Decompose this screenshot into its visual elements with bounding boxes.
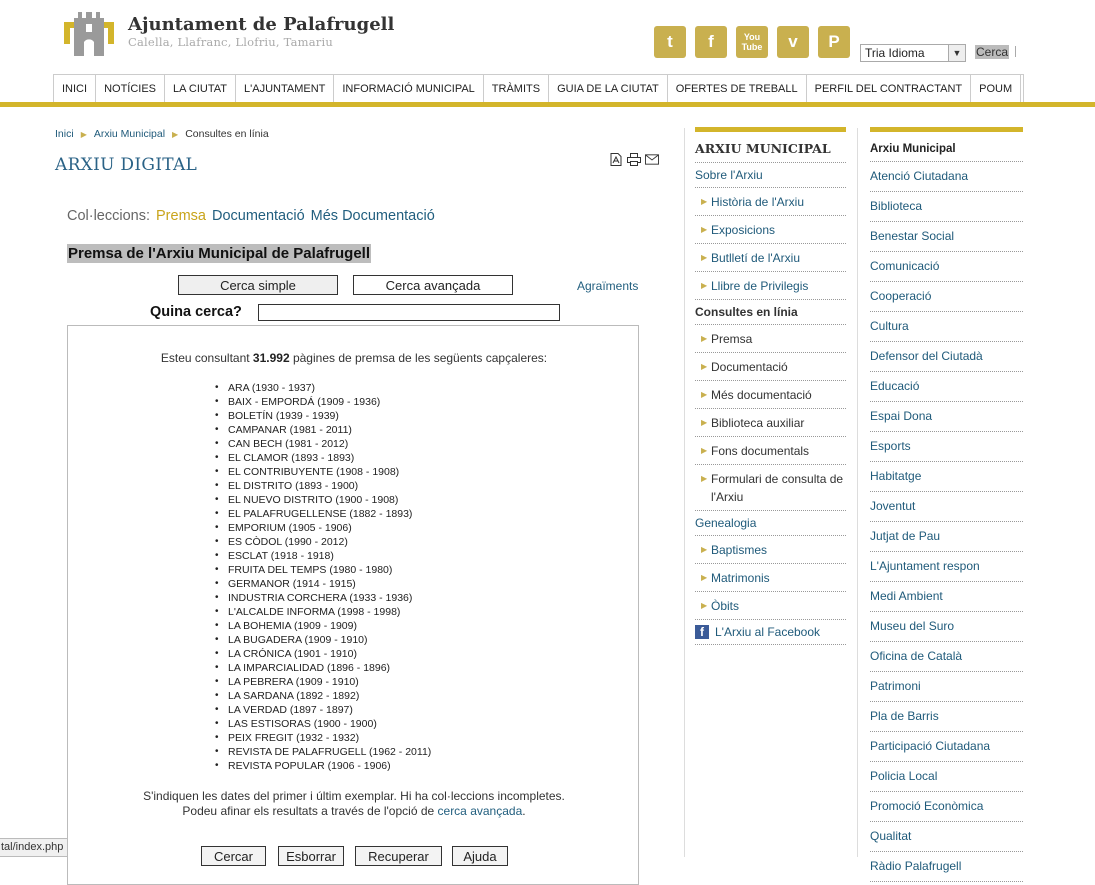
nav-item-guia-ciutat[interactable]: GUIA DE LA CIUTAT <box>549 75 668 103</box>
note-line-2-text: Podeu afinar els resultats a través de l'opció de <box>182 804 438 818</box>
divider <box>1015 46 1016 57</box>
column-divider <box>684 128 685 857</box>
triangle-right-icon: ▶ <box>701 281 708 290</box>
facebook-icon: f <box>695 625 709 639</box>
dept-museu-suro[interactable]: Museu del Suro <box>870 612 1023 642</box>
dept-ajuntament-respon[interactable]: L'Ajuntament respon <box>870 552 1023 582</box>
dept-participacio[interactable]: Participació Ciutadana <box>870 732 1023 762</box>
dept-comunicacio[interactable]: Comunicació <box>870 252 1023 282</box>
sidebar-item-documentacio[interactable] <box>695 353 846 381</box>
archive-sidebar <box>695 127 846 645</box>
sidebar-item-label: L'Arxiu al Facebook <box>715 625 821 639</box>
dept-radio[interactable]: Ràdio Palafrugell <box>870 852 1023 882</box>
query-label: Quina cerca? <box>150 304 242 320</box>
nav-item-tramits[interactable]: TRÀMITS <box>484 75 549 103</box>
site-subtitle: Calella, Llafranc, Llofriu, Tamariu <box>128 35 333 49</box>
list-item: • REVISTA POPULAR (1906 - 1906) <box>228 759 431 773</box>
nav-item-inici[interactable]: INICI <box>54 75 96 103</box>
facebook-icon[interactable]: f <box>695 26 727 58</box>
sidebar-item-label: Baptismes <box>711 543 768 557</box>
acknowledgements-link[interactable]: Agraïments <box>577 279 639 293</box>
page-count: 31.992 <box>252 351 290 365</box>
collections-label: Col·leccions: <box>67 208 150 224</box>
dept-atencio-ciutadana[interactable]: Atenció Ciutadana <box>870 162 1023 192</box>
triangle-right-icon: ▶ <box>701 545 708 554</box>
query-input[interactable] <box>258 304 560 321</box>
breadcrumb-home[interactable]: Inici <box>55 128 74 140</box>
list-item: • ARA (1930 - 1937) <box>228 381 431 395</box>
language-select[interactable] <box>860 44 966 62</box>
list-item: • EL NUEVO DISTRITO (1900 - 1908) <box>228 493 431 507</box>
departments-sidebar <box>870 127 1023 882</box>
collection-premsa[interactable]: Premsa <box>156 208 206 224</box>
vimeo-icon[interactable]: v <box>777 26 809 58</box>
dept-benestar-social[interactable]: Benestar Social <box>870 222 1023 252</box>
triangle-right-icon: ▶ <box>701 253 708 262</box>
advanced-search-link[interactable]: cerca avançada <box>437 804 523 818</box>
dept-esports[interactable]: Esports <box>870 432 1023 462</box>
sidebar-item-sobre[interactable]: Sobre l'Arxiu <box>695 163 846 188</box>
sidebar-item-matrimonis[interactable] <box>695 564 846 592</box>
advanced-search-tab[interactable]: Cerca avançada <box>353 275 513 295</box>
list-item: • LA SARDANA (1892 - 1892) <box>228 689 431 703</box>
sidebar-item-label: Butlletí de l'Arxiu <box>711 251 800 265</box>
list-item: • EL CONTRIBUYENTE (1908 - 1908) <box>228 465 431 479</box>
note-line-2 <box>68 804 640 819</box>
list-item: • LA BUGADERA (1909 - 1910) <box>228 633 431 647</box>
main-nav <box>53 74 1024 102</box>
dept-educacio[interactable]: Educació <box>870 372 1023 402</box>
page-tools <box>609 153 659 166</box>
sidebar-item-mes-documentacio[interactable] <box>695 381 846 409</box>
list-item: • LA IMPARCIALIDAD (1896 - 1896) <box>228 661 431 675</box>
sidebar-item-obits[interactable] <box>695 592 846 620</box>
sidebar-item-label: Història de l'Arxiu <box>711 195 804 209</box>
tower-logo-icon <box>58 4 120 58</box>
search-button[interactable]: Cerca <box>976 45 1009 59</box>
nav-item-noticies[interactable]: NOTÍCIES <box>96 75 165 103</box>
sidebar-item-facebook[interactable] <box>695 620 846 645</box>
dept-medi-ambient[interactable]: Medi Ambient <box>870 582 1023 612</box>
intro-after: pàgines de premsa de les següents capçaleres: <box>289 351 548 365</box>
sidebar-item-label: Òbits <box>711 599 740 613</box>
collections-bar <box>67 208 435 224</box>
list-item: • LA CRÓNICA (1901 - 1910) <box>228 647 431 661</box>
note-line-2-end: . <box>522 804 526 818</box>
triangle-right-icon: ▶ <box>701 334 708 343</box>
triangle-right-icon: ▶ <box>701 474 708 483</box>
site-title: Ajuntament de Palafrugell <box>128 14 395 35</box>
breadcrumb-section[interactable]: Arxiu Municipal <box>93 128 166 140</box>
sidebar-item-consultes[interactable]: Consultes en línia <box>695 300 846 325</box>
dept-defensor[interactable]: Defensor del Ciutadà <box>870 342 1023 372</box>
intro-before: Esteu consultant <box>160 351 253 365</box>
sidebar-item-genealogia[interactable]: Genealogia <box>695 511 846 536</box>
sidebar-item-premsa[interactable] <box>695 325 846 353</box>
pinterest-icon[interactable]: P <box>818 26 850 58</box>
list-item: • LA VERDAD (1897 - 1897) <box>228 703 431 717</box>
triangle-right-icon: ▶ <box>701 390 708 399</box>
collection-mes-documentacio[interactable]: Més Documentació <box>310 208 435 224</box>
search-submit-button[interactable]: Cercar <box>201 846 266 866</box>
email-icon[interactable] <box>645 153 659 166</box>
dept-joventut[interactable]: Joventut <box>870 492 1023 522</box>
recover-button[interactable]: Recuperar <box>355 846 442 866</box>
list-item: • EMPORIUM (1905 - 1906) <box>228 521 431 535</box>
clear-button[interactable]: Esborrar <box>278 846 344 866</box>
list-item: • EL DISTRITO (1893 - 1900) <box>228 479 431 493</box>
dept-oficina-catala[interactable]: Oficina de Català <box>870 642 1023 672</box>
triangle-right-icon: ▶ <box>701 225 708 234</box>
sidebar-item-label: Documentació <box>711 360 788 374</box>
sidebar-item-biblioteca-auxiliar[interactable] <box>695 409 846 437</box>
nav-item-informacio-municipal[interactable]: INFORMACIÓ MUNICIPAL <box>334 75 483 103</box>
triangle-right-icon: ▶ <box>701 197 708 206</box>
list-item: • GERMANOR (1914 - 1915) <box>228 577 431 591</box>
list-item: • EL PALAFRUGELLENSE (1882 - 1893) <box>228 507 431 521</box>
language-select-value: Tria Idioma <box>865 46 925 60</box>
collection-documentacio[interactable]: Documentació <box>211 208 305 224</box>
sidebar-accent-bar <box>870 127 1023 132</box>
dept-espai-dona[interactable]: Espai Dona <box>870 402 1023 432</box>
list-item: • CAN BECH (1981 - 2012) <box>228 437 431 451</box>
sidebar-item-historia[interactable] <box>695 188 846 216</box>
list-item: • BAIX - EMPORDÁ (1909 - 1936) <box>228 395 431 409</box>
page-title: ARXIU DIGITAL <box>55 155 198 175</box>
dept-habitatge[interactable]: Habitatge <box>870 462 1023 492</box>
pdf-icon[interactable] <box>609 153 623 166</box>
dept-patrimoni[interactable]: Patrimoni <box>870 672 1023 702</box>
help-button[interactable]: Ajuda <box>452 846 508 866</box>
chevron-down-icon: ▼ <box>948 45 965 61</box>
dept-qualitat[interactable]: Qualitat <box>870 822 1023 852</box>
list-item: • LAS ESTISORAS (1900 - 1900) <box>228 717 431 731</box>
nav-item-poum[interactable]: POUM <box>971 75 1021 103</box>
list-item: • ESCLAT (1918 - 1918) <box>228 549 431 563</box>
youtube-icon[interactable]: You Tube <box>736 26 768 58</box>
list-item: • INDUSTRIA CORCHERA (1933 - 1936) <box>228 591 431 605</box>
dept-jutjat-pau[interactable]: Jutjat de Pau <box>870 522 1023 552</box>
list-item: • BOLETÍN (1939 - 1939) <box>228 409 431 423</box>
sidebar-item-label: Més documentació <box>711 388 812 402</box>
dept-cooperacio[interactable]: Cooperació <box>870 282 1023 312</box>
nav-accent-bar <box>0 102 1095 107</box>
sidebar-item-label: Fons documentals <box>711 444 810 458</box>
triangle-right-icon: ▶ <box>701 446 708 455</box>
column-divider <box>857 128 858 857</box>
triangle-right-icon: ▶ <box>701 601 708 610</box>
site-logo[interactable] <box>58 4 395 58</box>
list-item: • CAMPANAR (1981 - 2011) <box>228 423 431 437</box>
dept-promocio-economica[interactable]: Promoció Econòmica <box>870 792 1023 822</box>
triangle-right-icon: ▶ <box>701 362 708 371</box>
triangle-right-icon: ▶ <box>172 129 179 139</box>
sidebar-item-exposicions[interactable] <box>695 216 846 244</box>
list-item: • LA BOHEMIA (1909 - 1909) <box>228 619 431 633</box>
status-bar-url: tal/index.php <box>0 838 68 857</box>
list-item: • L'ALCALDE INFORMA (1998 - 1998) <box>228 605 431 619</box>
publication-list <box>228 381 431 773</box>
nav-item-ajuntament[interactable]: L'AJUNTAMENT <box>236 75 334 103</box>
dept-biblioteca[interactable]: Biblioteca <box>870 192 1023 222</box>
nav-item-perfil-contractant[interactable]: PERFIL DEL CONTRACTANT <box>807 75 972 103</box>
nav-item-la-ciutat[interactable]: LA CIUTAT <box>165 75 236 103</box>
list-item: • LA PEBRERA (1909 - 1910) <box>228 675 431 689</box>
note-text <box>68 789 640 819</box>
section-heading: Premsa de l'Arxiu Municipal de Palafrugell <box>68 245 370 262</box>
dept-cultura[interactable]: Cultura <box>870 312 1023 342</box>
breadcrumb-current: Consultes en línia <box>185 128 269 140</box>
list-item: • FRUITA DEL TEMPS (1980 - 1980) <box>228 563 431 577</box>
sidebar-item-label: Biblioteca auxiliar <box>711 416 805 430</box>
results-panel <box>67 325 639 885</box>
sidebar-item-label: Premsa <box>711 332 753 346</box>
breadcrumb <box>55 128 269 140</box>
sidebar-item-formulari[interactable] <box>695 465 846 511</box>
sidebar-item-privilegis[interactable] <box>695 272 846 300</box>
twitter-icon[interactable]: t <box>654 26 686 58</box>
nav-item-ofertes-treball[interactable]: OFERTES DE TREBALL <box>668 75 807 103</box>
simple-search-tab[interactable]: Cerca simple <box>178 275 338 295</box>
list-item: • REVISTA DE PALAFRUGELL (1962 - 2011) <box>228 745 431 759</box>
sidebar-item-fons-documentals[interactable] <box>695 437 846 465</box>
list-item: • EL CLAMOR (1893 - 1893) <box>228 451 431 465</box>
sidebar-item-label: Exposicions <box>711 223 776 237</box>
sidebar-accent-bar <box>695 127 846 132</box>
sidebar-item-label: Matrimonis <box>711 571 770 585</box>
list-item: • PEIX FREGIT (1932 - 1932) <box>228 731 431 745</box>
sidebar-item-baptismes[interactable] <box>695 536 846 564</box>
note-line-1: S'indiquen les dates del primer i últim exemplar. Hi ha col·leccions incompletes. <box>143 789 565 803</box>
sidebar-item-label: Formulari de consulta de l'Arxiu <box>711 472 844 504</box>
sidebar-item-label: Llibre de Privilegis <box>711 279 809 293</box>
triangle-right-icon: ▶ <box>80 129 87 139</box>
triangle-right-icon: ▶ <box>701 418 708 427</box>
print-icon[interactable] <box>627 153 641 166</box>
intro-text <box>68 351 640 365</box>
dept-pla-barris[interactable]: Pla de Barris <box>870 702 1023 732</box>
sidebar-item-butlleti[interactable] <box>695 244 846 272</box>
sidebar-title[interactable]: Arxiu Municipal <box>870 137 1023 162</box>
list-item: • ES CÒDOL (1990 - 2012) <box>228 535 431 549</box>
triangle-right-icon: ▶ <box>701 573 708 582</box>
dept-policia-local[interactable]: Policia Local <box>870 762 1023 792</box>
sidebar-title: ARXIU MUNICIPAL <box>695 136 846 163</box>
